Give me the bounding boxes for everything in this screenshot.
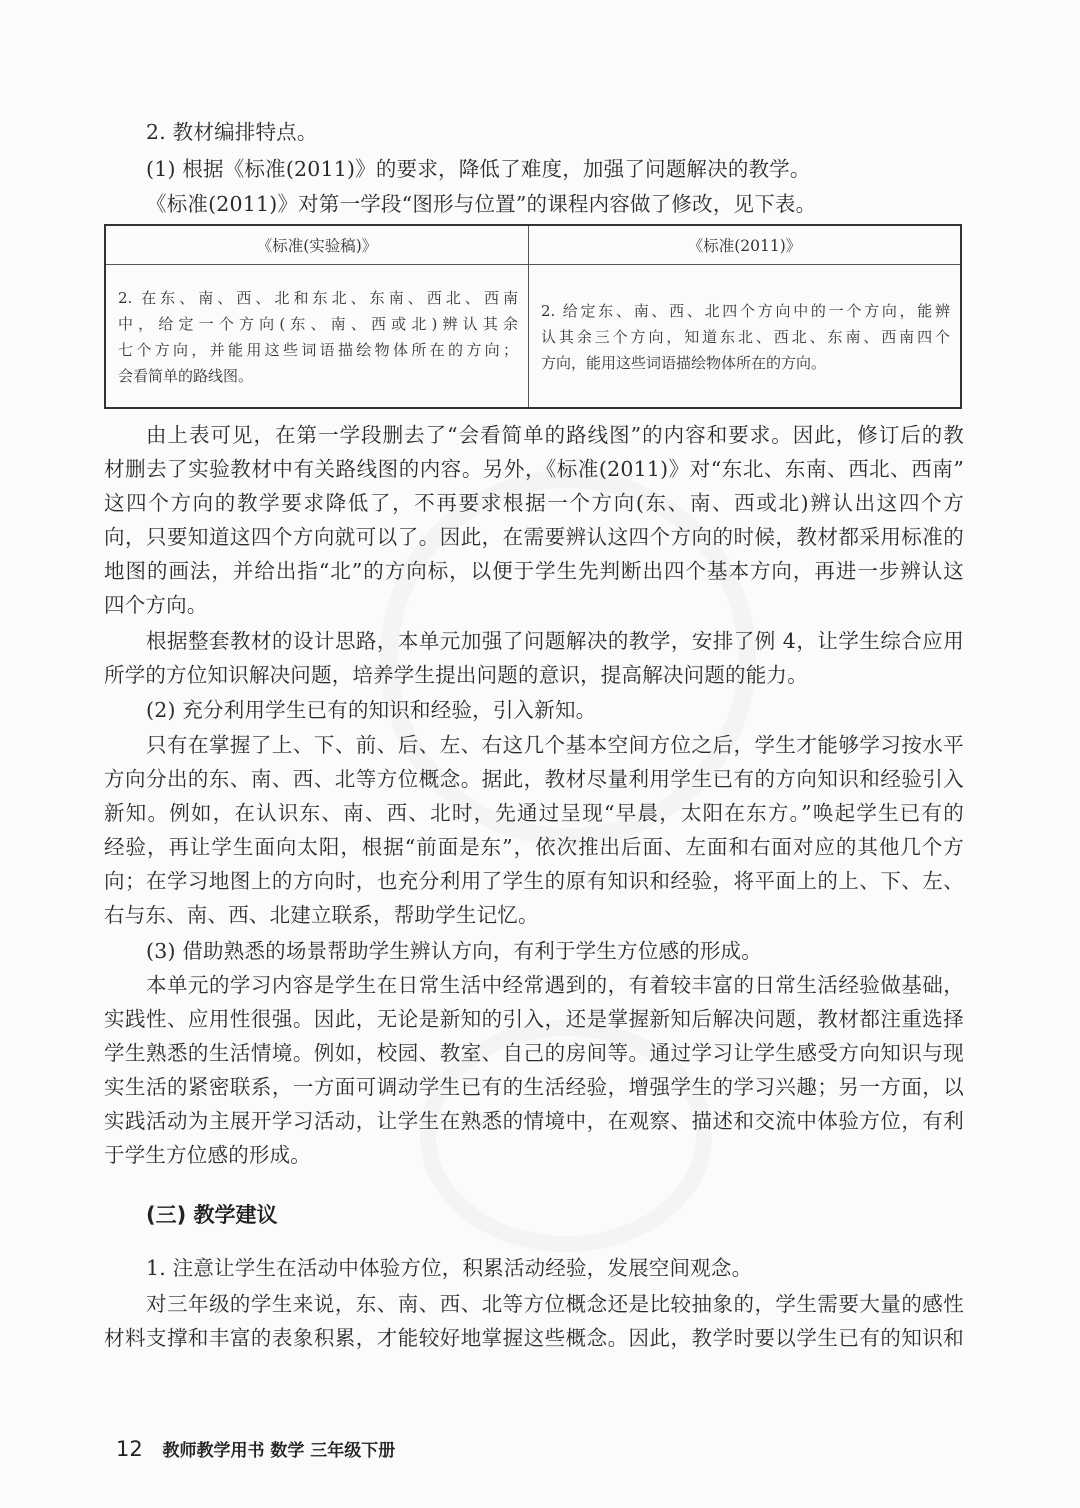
page-footer [116,1436,395,1461]
section-title: (三) 教学建议 [146,1203,278,1227]
point-2-title: (2) 充分利用学生已有的知识和经验，引入新知。 [146,698,597,722]
table-header-draft: 《标准(实验稿)》 [105,225,529,265]
cell-line: 2. 在东、南、西、北和东北、东南、西北、西南 [118,289,518,307]
paragraph-4-line: 实践活动为主展开学习活动，让学生在熟悉的情境中，在观察、描述和交流中体验方位，有利 [104,1109,964,1133]
paragraph-1-line: 这四个方向的教学要求降低了，不再要求根据一个方向(东、南、西或北)辨认出这四个方 [104,491,964,515]
paragraph-2-line: 所学的方位知识解决问题，培养学生提出问题的意识，提高解决问题的能力。 [104,663,808,687]
cell-line: 认其余三个方向，知道东北、西北、东南、西南四个 [541,328,950,346]
standards-comparison-table [104,224,962,409]
suggestion-1: 1. 注意让学生在活动中体验方位，积累活动经验，发展空间观念。 [146,1256,753,1280]
cell-line: 2. 给定东、南、西、北四个方向中的一个方向，能辨 [541,302,950,320]
paragraph-4-line: 实生活的紧密联系，一方面可调动学生已有的生活经验，增强学生的学习兴趣；另一方面，以 [104,1075,964,1099]
paragraph-1-line: 向，只要知道这四个方向就可以了。因此，在需要辨认这四个方向的时候，教材都采用标准的 [104,525,964,549]
point-1-title: (1) 根据《标准(2011)》的要求，降低了难度，加强了问题解决的教学。 [146,157,811,181]
paragraph-3-line: 右与东、南、西、北建立联系，帮助学生记忆。 [104,903,539,927]
table-cell-2011 [529,265,962,409]
paragraph-1-line: 材删去了实验教材中有关路线图的内容。另外，《标准(2011)》对“东北、东南、西北、西南” [104,457,964,481]
paragraph-3-line: 新知。例如，在认识东、南、西、北时，先通过呈现“早晨，太阳在东方。”唤起学生已有的 [104,801,964,825]
point-3-title: (3) 借助熟悉的场景帮助学生辨认方向，有利于学生方位感的形成。 [146,939,762,963]
table-cell-draft [105,265,529,409]
page-number: 12 [116,1437,143,1461]
heading-2: 2. 教材编排特点。 [146,120,318,144]
paragraph-2-line: 根据整套教材的设计思路，本单元加强了问题解决的教学，安排了例 4，让学生综合应用 [146,629,964,653]
cell-line: 方向，能用这些词语描绘物体所在的方向。 [541,354,827,372]
cell-line: 中，给定一个方向(东、南、西或北)辨认其余 [118,315,518,333]
paragraph-1-line: 由上表可见，在第一学段删去了“会看简单的路线图”的内容和要求。因此，修订后的教 [146,423,964,447]
paragraph-4-line: 实践性、应用性很强。因此，无论是新知的引入，还是掌握新知后解决问题，教材都注重选择 [104,1007,964,1031]
paragraph-3-line: 方向分出的东、南、西、北等方位概念。据此，教材尽量利用学生已有的方向知识和经验引入 [104,767,964,791]
paragraph-5-line: 对三年级的学生来说，东、南、西、北等方位概念还是比较抽象的，学生需要大量的感性 [146,1292,964,1316]
cell-line: 会看简单的路线图。 [118,367,254,385]
paragraph-4-line: 于学生方位感的形成。 [104,1143,311,1167]
cell-line: 七个方向，并能用这些词语描绘物体所在的方向； [118,341,518,359]
paragraph-4-line: 学生熟悉的生活情境。例如，校园、教室、自己的房间等。通过学习让学生感受方向知识与现 [104,1041,964,1065]
paragraph-3-line: 经验，再让学生面向太阳，根据“前面是东”，依次推出后面、左面和右面对应的其他几个方 [104,835,964,859]
paragraph-5-line: 材料支撑和丰富的表象积累，才能较好地掌握这些概念。因此，教学时要以学生已有的知识和 [104,1326,964,1350]
paragraph-3-line: 向；在学习地图上的方向时，也充分利用了学生的原有知识和经验，将平面上的上、下、左、 [104,869,964,893]
table-header-2011: 《标准(2011)》 [529,225,962,265]
paragraph-1-line: 地图的画法，并给出指“北”的方向标，以便于学生先判断出四个基本方向，再进一步辨认这 [104,559,964,583]
table-intro: 《标准(2011)》对第一学段“图形与位置”的课程内容做了修改，见下表。 [146,192,817,216]
paragraph-1-line: 四个方向。 [104,593,208,617]
book-title: 教师教学用书 数学 三年级下册 [162,1441,396,1461]
paragraph-3-line: 只有在掌握了上、下、前、后、左、右这几个基本空间方位之后，学生才能够学习按水平 [146,733,964,757]
paragraph-4-line: 本单元的学习内容是学生在日常生活中经常遇到的，有着较丰富的日常生活经验做基础， [146,973,964,997]
